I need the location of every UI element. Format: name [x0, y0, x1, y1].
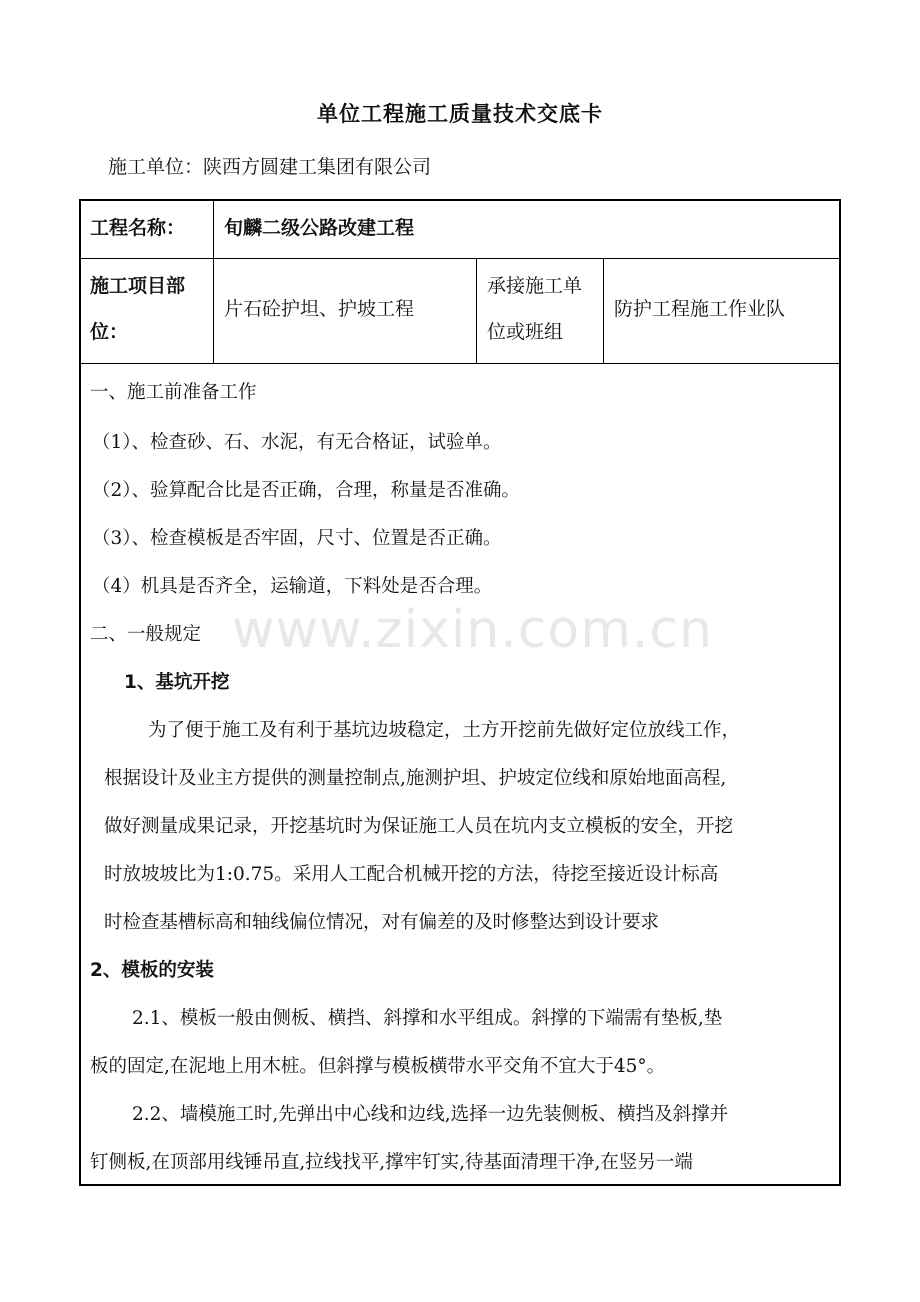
- sub2-line: 板的固定,在泥地上用木桩。但斜撑与模板横带水平交角不宜大于45°。: [90, 1056, 666, 1077]
- construction-unit: 施工单位：陕西方圆建工集团有限公司: [108, 156, 432, 178]
- sub1-line: 为了便于施工及有利于基坑边坡稳定，土方开挖前先做好定位放线工作，: [148, 720, 741, 741]
- sub1-line: 根据设计及业主方提供的测量控制点,施测护坦、护坡定位线和原始地面高程,: [104, 768, 727, 789]
- sub2-heading: 2、模板的安装: [90, 960, 214, 981]
- section1-item: （2）、验算配合比是否正确，合理，称量是否准确。: [92, 480, 521, 501]
- section1-heading: 一、施工前准备工作: [90, 382, 257, 403]
- section1-item: （1）、检查砂、石、水泥，有无合格证，试验单。: [92, 432, 502, 453]
- team-label-line2: 位或班组: [487, 321, 564, 343]
- row-divider-2: [79, 363, 841, 364]
- bottom-border: [79, 1184, 841, 1186]
- sub2-line: 钉侧板,在顶部用线锤吊直,拉线找平,撑牢钉实,待基面清理干净,在竖另一端: [90, 1152, 693, 1173]
- col-divider-2: [476, 258, 477, 363]
- team-value: 防护工程施工作业队: [614, 298, 786, 320]
- sub1-line: 时放坡坡比为1:0.75。采用人工配合机械开挖的方法，待挖至接近设计标高: [104, 864, 719, 885]
- project-name-label: 工程名称：: [90, 217, 186, 239]
- document-title: 单位工程施工质量技术交底卡: [317, 102, 603, 126]
- sub1-line: 做好测量成果记录，开挖基坑时为保证施工人员在坑内支立模板的安全，开挖: [104, 816, 734, 837]
- sub2-line: 2.1、模板一般由侧板、横挡、斜撑和水平组成。斜撑的下端需有垫板,垫: [132, 1008, 723, 1029]
- team-label-line1: 承接施工单: [487, 275, 583, 297]
- item-value: 片石砼护坦、护坡工程: [224, 298, 415, 320]
- section2-heading: 二、一般规定: [90, 624, 202, 645]
- row-divider-1: [79, 258, 841, 259]
- watermark: www.zixin.com.cn: [232, 600, 713, 660]
- col-divider-3: [603, 258, 604, 363]
- project-name-value: 旬麟二级公路改建工程: [224, 217, 415, 239]
- item-label-line1: 施工项目部: [90, 275, 186, 297]
- section1-item: （4）机具是否齐全，运输道，下料处是否合理。: [92, 576, 493, 597]
- section1-item: （3）、检查模板是否牢固，尺寸、位置是否正确。: [92, 528, 502, 549]
- col-divider-1: [213, 199, 214, 363]
- sub1-line: 时检查基槽标高和轴线偏位情况，对有偏差的及时修整达到设计要求: [104, 912, 660, 933]
- sub2-line: 2.2、墙模施工时,先弹出中心线和边线,选择一边先装侧板、横挡及斜撑并: [132, 1104, 729, 1125]
- sub1-heading: 1、基坑开挖: [124, 672, 230, 693]
- item-label-line2: 位：: [90, 321, 129, 343]
